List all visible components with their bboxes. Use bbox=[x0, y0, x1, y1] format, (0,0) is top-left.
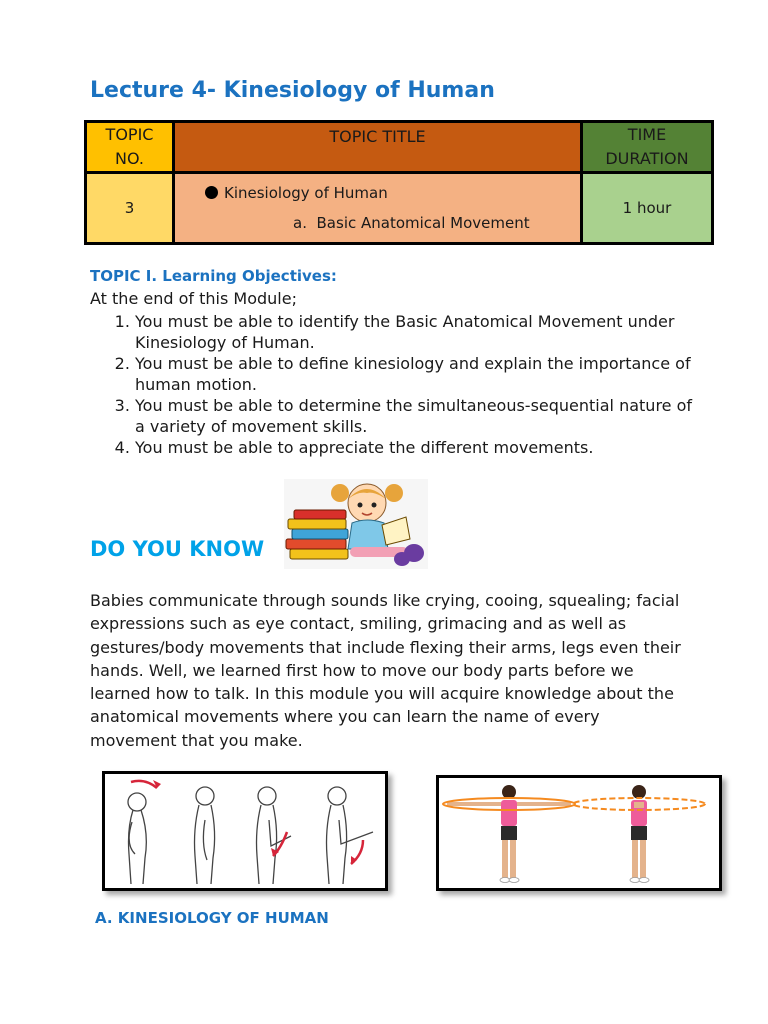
header-topic-no-line1: TOPIC bbox=[105, 125, 154, 144]
topic-title-cell bbox=[174, 173, 582, 244]
header-topic-no bbox=[86, 122, 174, 173]
time-duration-cell: 1 hour bbox=[582, 173, 713, 244]
flexion-movement-illustration bbox=[105, 774, 385, 888]
header-topic-no-line2: NO. bbox=[115, 149, 144, 168]
bullet-dot-icon bbox=[205, 186, 218, 199]
objectives-heading: TOPIC I. Learning Objectives: bbox=[90, 267, 337, 285]
topic-subtitle-text: Basic Anatomical Movement bbox=[316, 214, 530, 232]
child-reading-icon bbox=[284, 479, 428, 569]
objective-item: 4. You must be able to appreciate the different movements. bbox=[135, 437, 695, 458]
arm-movement-photo-illustration bbox=[439, 778, 719, 888]
page-title: Lecture 4- Kinesiology of Human bbox=[90, 78, 495, 103]
neck-elbow-flexion-figure bbox=[102, 771, 388, 891]
header-topic-title: TOPIC TITLE bbox=[174, 122, 582, 173]
section-heading: A. KINESIOLOGY OF HUMAN bbox=[95, 909, 329, 927]
header-time-duration bbox=[582, 122, 713, 173]
objectives-intro: At the end of this Module; bbox=[90, 289, 297, 308]
child-reading-books-illustration bbox=[284, 479, 428, 569]
topic-subtitle-marker: a. bbox=[293, 214, 307, 232]
objective-item: 2. You must be able to define kinesiology and explain the importance of human motion. bbox=[135, 353, 695, 395]
topic-table bbox=[84, 120, 714, 245]
do-you-know-heading: DO YOU KNOW bbox=[90, 537, 265, 561]
objectives-list bbox=[90, 311, 695, 458]
topic-no-cell: 3 bbox=[86, 173, 174, 244]
topic-subtitle bbox=[293, 214, 530, 232]
header-time-line1: TIME bbox=[627, 125, 667, 144]
do-you-know-paragraph: Babies communicate through sounds like crying, cooing, squealing; facial expressions such as eye contact, smiling, grimacing and as well as gestures/body movements that include flexing their arms, legs even their hands. Well, we learned first how to move our body parts before we learned how to talk. In this module you will acquire knowledge about the anatomical movements where you can learn the name of every movement that you make. bbox=[90, 591, 681, 750]
topic-table-header-row bbox=[86, 122, 713, 173]
topic-table-row bbox=[86, 173, 713, 244]
topic-title-text: Kinesiology of Human bbox=[224, 184, 388, 202]
arm-abduction-figure bbox=[436, 775, 722, 891]
topic-title-bullet bbox=[205, 184, 388, 202]
objective-item: 1. You must be able to identify the Basic Anatomical Movement under Kinesiology of Human. bbox=[135, 311, 695, 353]
objective-item: 3. You must be able to determine the simultaneous-sequential nature of a variety of movement skills. bbox=[135, 395, 695, 437]
header-time-line2: DURATION bbox=[605, 149, 689, 168]
